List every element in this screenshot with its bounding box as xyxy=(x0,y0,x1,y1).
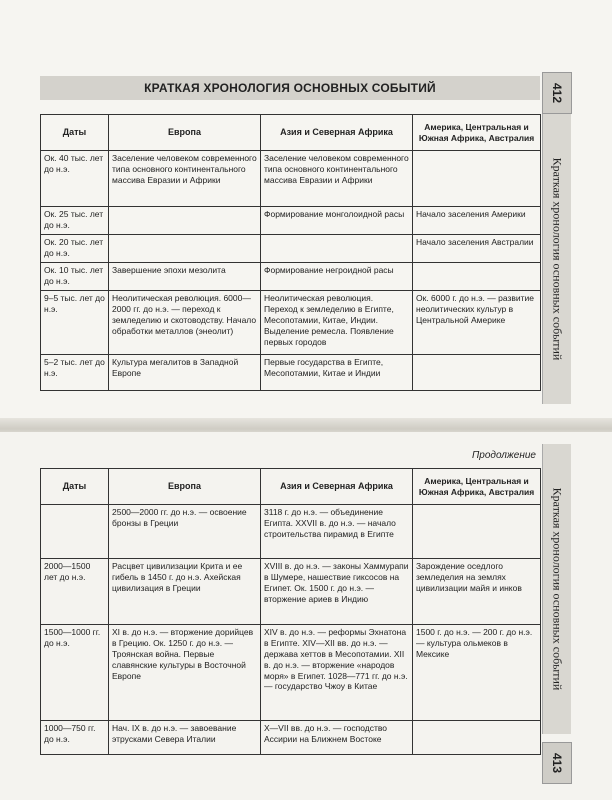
cell-date: Ок. 25 тыс. лет до н.э. xyxy=(41,207,109,235)
cell-asia: Формирование монголоидной расы xyxy=(261,207,413,235)
cell-date: 1500—1000 гг. до н.э. xyxy=(41,625,109,721)
cell-america: 1500 г. до н.э. — 200 г. до н.э. — культура ольмеков в Мексике xyxy=(413,625,541,721)
cell-america: Ок. 6000 г. до н.э. — развитие неолитических культур в Центральной Америке xyxy=(413,291,541,355)
cell-america xyxy=(413,721,541,755)
side-label xyxy=(542,114,571,404)
header-asia: Азия и Северная Африка xyxy=(261,469,413,505)
cell-europe: Неолитическая революция. 6000—2000 гг. до н.э. — переход к земледелию и скотоводству. Начало обработки металлов (энеолит) xyxy=(109,291,261,355)
header-america: Америка, Центральная и Южная Африка, Австралия xyxy=(413,469,541,505)
cell-asia: 3118 г. до н.э. — объединение Египта. XXVII в. до н.э. — начало строительства пирамид в Египте xyxy=(261,505,413,559)
page-number-412 xyxy=(542,72,572,114)
cell-america: Начало заселения Америки xyxy=(413,207,541,235)
table-row xyxy=(41,291,541,355)
cell-america xyxy=(413,263,541,291)
cell-america xyxy=(413,355,541,391)
side-label-text: Краткая хронология основных событий xyxy=(550,487,565,691)
page-number-413 xyxy=(542,742,572,784)
chronology-table-2 xyxy=(40,468,541,755)
page-413 xyxy=(0,432,612,800)
cell-europe: Нач. IX в. до н.э. — завоевание этрусками Севера Италии xyxy=(109,721,261,755)
cell-asia: X—VII вв. до н.э. — господство Ассирии на Ближнем Востоке xyxy=(261,721,413,755)
page-heading-text: КРАТКАЯ ХРОНОЛОГИЯ ОСНОВНЫХ СОБЫТИЙ xyxy=(144,81,436,95)
cell-date: 5–2 тыс. лет до н.э. xyxy=(41,355,109,391)
cell-date: 2000—1500 лет до н.э. xyxy=(41,559,109,625)
cell-america xyxy=(413,151,541,207)
page-heading xyxy=(40,76,540,100)
cell-america xyxy=(413,505,541,559)
table-row xyxy=(41,235,541,263)
table-row xyxy=(41,207,541,235)
cell-asia: XIV в. до н.э. — реформы Эхнатона в Египте. XIV—XII вв. до н.э. — держава хеттов в Месопотамии. XII в. до н.э. — вторжение «народов моря» в Египет. 1028—771 гг. до н.э. — государство Чжоу в Китае xyxy=(261,625,413,721)
cell-date: Ок. 10 тыс. лет до н.э. xyxy=(41,263,109,291)
cell-asia xyxy=(261,235,413,263)
cell-europe: Расцвет цивилизации Крита и ее гибель в 1450 г. до н.э. Ахейская цивилизация в Греции xyxy=(109,559,261,625)
continuation-label: Продолжение xyxy=(472,450,536,461)
header-europe: Европа xyxy=(109,469,261,505)
cell-europe: Завершение эпохи мезолита xyxy=(109,263,261,291)
table-row xyxy=(41,263,541,291)
header-dates: Даты xyxy=(41,469,109,505)
table-row xyxy=(41,505,541,559)
cell-asia: Первые государства в Египте, Месопотамии, Китае и Индии xyxy=(261,355,413,391)
side-label-text: Краткая хронология основных событий xyxy=(550,157,565,361)
page-number-text: 413 xyxy=(550,752,564,774)
cell-america: Начало заселения Австралии xyxy=(413,235,541,263)
cell-europe: XI в. до н.э. — вторжение дорийцев в Грецию. Ок. 1250 г. до н.э. — Троянская война. Первые славянские культуры в Восточной Европе xyxy=(109,625,261,721)
cell-date: 1000—750 гг. до н.э. xyxy=(41,721,109,755)
table-row xyxy=(41,355,541,391)
page-number-text: 412 xyxy=(550,82,564,104)
cell-asia: Неолитическая революция. Переход к земледелию в Египте, Месопотамии, Китае, Индии. Выделение ремесла. Появление первых городов xyxy=(261,291,413,355)
cell-asia: XVIII в. до н.э. — законы Хаммурапи в Шумере, нашествие гиксосов на Египет. Ок. 1500 г. до н.э. — вторжение ариев в Индию xyxy=(261,559,413,625)
table-row xyxy=(41,559,541,625)
cell-europe: Заселение человеком современного типа основного континентального массива Евразии и Африки xyxy=(109,151,261,207)
cell-america: Зарождение оседлого земледелия на землях цивилизации майя и инков xyxy=(413,559,541,625)
header-america: Америка, Центральная и Южная Африка, Австралия xyxy=(413,115,541,151)
cell-date: Ок. 40 тыс. лет до н.э. xyxy=(41,151,109,207)
header-europe: Европа xyxy=(109,115,261,151)
cell-europe xyxy=(109,235,261,263)
header-asia: Азия и Северная Африка xyxy=(261,115,413,151)
cell-asia: Заселение человеком современного типа основного континентального массива Евразии и Африки xyxy=(261,151,413,207)
chronology-table-1 xyxy=(40,114,541,391)
cell-europe: 2500—2000 гг. до н.э. — освоение бронзы в Греции xyxy=(109,505,261,559)
table-row xyxy=(41,625,541,721)
cell-europe xyxy=(109,207,261,235)
cell-asia: Формирование негроидной расы xyxy=(261,263,413,291)
cell-date xyxy=(41,505,109,559)
cell-date: 9–5 тыс. лет до н.э. xyxy=(41,291,109,355)
table-row xyxy=(41,721,541,755)
table-row xyxy=(41,151,541,207)
header-dates: Даты xyxy=(41,115,109,151)
cell-europe: Культура мегалитов в Западной Европе xyxy=(109,355,261,391)
cell-date: Ок. 20 тыс. лет до н.э. xyxy=(41,235,109,263)
side-label xyxy=(542,444,571,734)
